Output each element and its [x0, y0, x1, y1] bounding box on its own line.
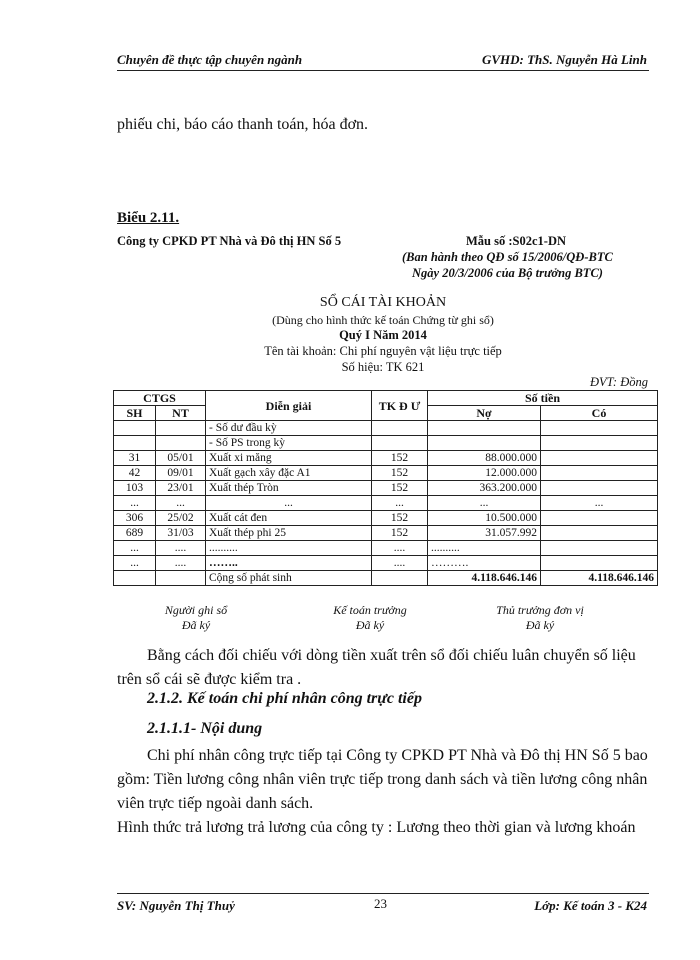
paragraph-reconcile: Bằng cách đối chiếu với dòng tiền xuất trên sổ đối chiếu luân chuyển số liệu trên sổ cái sẽ được kiểm tra .	[117, 647, 636, 688]
paragraph-labor-cost: Chi phí nhân công trực tiếp tại Công ty CPKD PT Nhà và Đô thị HN Số 5 bao gồm: Tiền lương công nhân viên trực tiếp trong danh sách và tiền lương công nhân viên trực tiếp ngoài danh sách.	[117, 747, 648, 812]
cell-desc: Xuất xi măng	[206, 451, 372, 466]
signature-head	[470, 603, 610, 633]
cell-tk: 152	[372, 481, 428, 496]
signature-status: Đã ký	[355, 618, 385, 632]
total-row	[114, 571, 658, 586]
cell-nt: ...	[156, 496, 206, 511]
intro-text: phiếu chi, báo cáo thanh toán, hóa đơn.	[117, 116, 369, 133]
cell-nt: 05/01	[156, 451, 206, 466]
signature-role: Thủ trưởng đơn vị	[496, 603, 584, 617]
cell-desc: ……..	[206, 556, 372, 571]
cell-tk: ....	[372, 556, 428, 571]
cell-debit	[428, 421, 541, 436]
cell-tk: 152	[372, 511, 428, 526]
signature-status: Đã ký	[525, 618, 555, 632]
table-row	[114, 436, 658, 451]
cell-sh: 42	[114, 466, 156, 481]
cell-desc: Xuất thép Tròn	[206, 481, 372, 496]
cell-nt: ....	[156, 556, 206, 571]
page-number: 23	[374, 896, 387, 911]
cell-debit: 12.000.000	[428, 466, 541, 481]
form-label: Biểu 2.11.	[117, 210, 180, 226]
col-tk: TK Đ Ư	[372, 391, 428, 421]
cell-credit	[541, 466, 658, 481]
footer-left: SV: Nguyễn Thị Thuỷ	[117, 898, 235, 913]
cell-credit	[541, 556, 658, 571]
cell-sh: 31	[114, 451, 156, 466]
table-row	[114, 451, 658, 466]
cell-credit	[541, 481, 658, 496]
cell-sh: ...	[114, 496, 156, 511]
cell-tk	[372, 421, 428, 436]
signature-role: Người ghi sổ	[164, 603, 228, 617]
col-sh: SH	[114, 406, 156, 421]
cell-credit	[541, 541, 658, 556]
cell-sh: 103	[114, 481, 156, 496]
cell-nt: 31/03	[156, 526, 206, 541]
ledger-period: Quý I Năm 2014	[339, 328, 427, 342]
subsection-heading: 2.1.1.1- Nội dung	[147, 720, 263, 737]
cell-debit: 31.057.992	[428, 526, 541, 541]
cell-tk: ...	[372, 496, 428, 511]
col-amount: Số tiền	[428, 391, 658, 406]
cell-debit	[428, 436, 541, 451]
footer-rule	[117, 893, 649, 894]
cell-tk	[372, 436, 428, 451]
cell-nt: 25/02	[156, 511, 206, 526]
col-ctgs: CTGS	[114, 391, 206, 406]
footer-right: Lớp: Kế toán 3 - K24	[534, 898, 647, 913]
company-name: Công ty CPKD PT Nhà và Đô thị HN Số 5	[117, 234, 342, 248]
unit-label: ĐVT: Đồng	[590, 375, 648, 389]
signature-status: Đã ký	[181, 618, 211, 632]
col-credit: Có	[541, 406, 658, 421]
cell-credit: ...	[541, 496, 658, 511]
cell-credit	[541, 526, 658, 541]
col-nt: NT	[156, 406, 206, 421]
cell-tk: 152	[372, 451, 428, 466]
col-debit: Nợ	[428, 406, 541, 421]
cell-nt: ....	[156, 541, 206, 556]
table-row	[114, 511, 658, 526]
cell-sh: 306	[114, 511, 156, 526]
total-label: Cộng số phát sinh	[206, 571, 372, 586]
cell-tk: ....	[372, 541, 428, 556]
cell-credit	[541, 511, 658, 526]
issued-line-1: (Ban hành theo QĐ số 15/2006/QĐ-BTC	[402, 250, 613, 264]
cell-credit	[541, 421, 658, 436]
table-row	[114, 496, 658, 511]
cell-sh: ...	[114, 556, 156, 571]
header-right: GVHD: ThS. Nguyễn Hà Linh	[481, 52, 647, 67]
issued-line-2: Ngày 20/3/2006 của Bộ trưởng BTC)	[412, 266, 603, 280]
table-row	[114, 466, 658, 481]
ledger-title: SỔ CÁI TÀI KHOẢN	[319, 295, 447, 310]
cell-sh	[114, 436, 156, 451]
cell-desc: Xuất cát đen	[206, 511, 372, 526]
ledger-subtitle: (Dùng cho hình thức kế toán Chứng từ ghi sổ)	[272, 313, 494, 327]
table-row	[114, 541, 658, 556]
cell-nt: 23/01	[156, 481, 206, 496]
header-rule	[117, 70, 649, 71]
cell-sh: ...	[114, 541, 156, 556]
cell-desc: - Số dư đầu kỳ	[206, 421, 372, 436]
cell-debit: ...	[428, 496, 541, 511]
cell-debit: ..........	[428, 541, 541, 556]
table-row	[114, 481, 658, 496]
cell-nt: 09/01	[156, 466, 206, 481]
cell-desc: ...	[206, 496, 372, 511]
total-debit: 4.118.646.146	[428, 571, 541, 586]
signature-role: Kế toán trưởng	[333, 603, 407, 617]
cell-debit: 363.200.000	[428, 481, 541, 496]
account-name: Tên tài khoản: Chi phí nguyên vật liệu trực tiếp	[264, 344, 502, 358]
cell-credit	[541, 436, 658, 451]
cell-debit: 10.500.000	[428, 511, 541, 526]
cell-sh: 689	[114, 526, 156, 541]
header-left: Chuyên đề thực tập chuyên ngành	[117, 52, 303, 67]
form-number: Mẫu số :S02c1-DN	[466, 234, 566, 248]
cell-debit: 88.000.000	[428, 451, 541, 466]
cell-nt	[156, 436, 206, 451]
cell-tk: 152	[372, 526, 428, 541]
cell-debit: ……….	[428, 556, 541, 571]
paragraph-wage-form: Hình thức trả lương trả lương của công ty : Lương theo thời gian và lương khoán	[117, 819, 636, 836]
cell-desc: Xuất gạch xây đặc A1	[206, 466, 372, 481]
cell-desc: ..........	[206, 541, 372, 556]
table-row	[114, 526, 658, 541]
table-row	[114, 556, 658, 571]
cell-tk: 152	[372, 466, 428, 481]
col-description: Diễn giải	[206, 391, 372, 421]
total-credit: 4.118.646.146	[541, 571, 658, 586]
table-row	[114, 421, 658, 436]
ledger-table	[113, 390, 658, 586]
account-number: Số hiệu: TK 621	[341, 360, 425, 374]
signature-chief-accountant	[300, 603, 440, 633]
cell-desc: Xuất thép phi 25	[206, 526, 372, 541]
cell-nt	[156, 421, 206, 436]
cell-sh	[114, 421, 156, 436]
section-heading: 2.1.2. Kế toán chi phí nhân công trực tiếp	[147, 690, 422, 707]
cell-desc: - Số PS trong kỳ	[206, 436, 372, 451]
signature-recorder	[126, 603, 266, 633]
cell-credit	[541, 451, 658, 466]
